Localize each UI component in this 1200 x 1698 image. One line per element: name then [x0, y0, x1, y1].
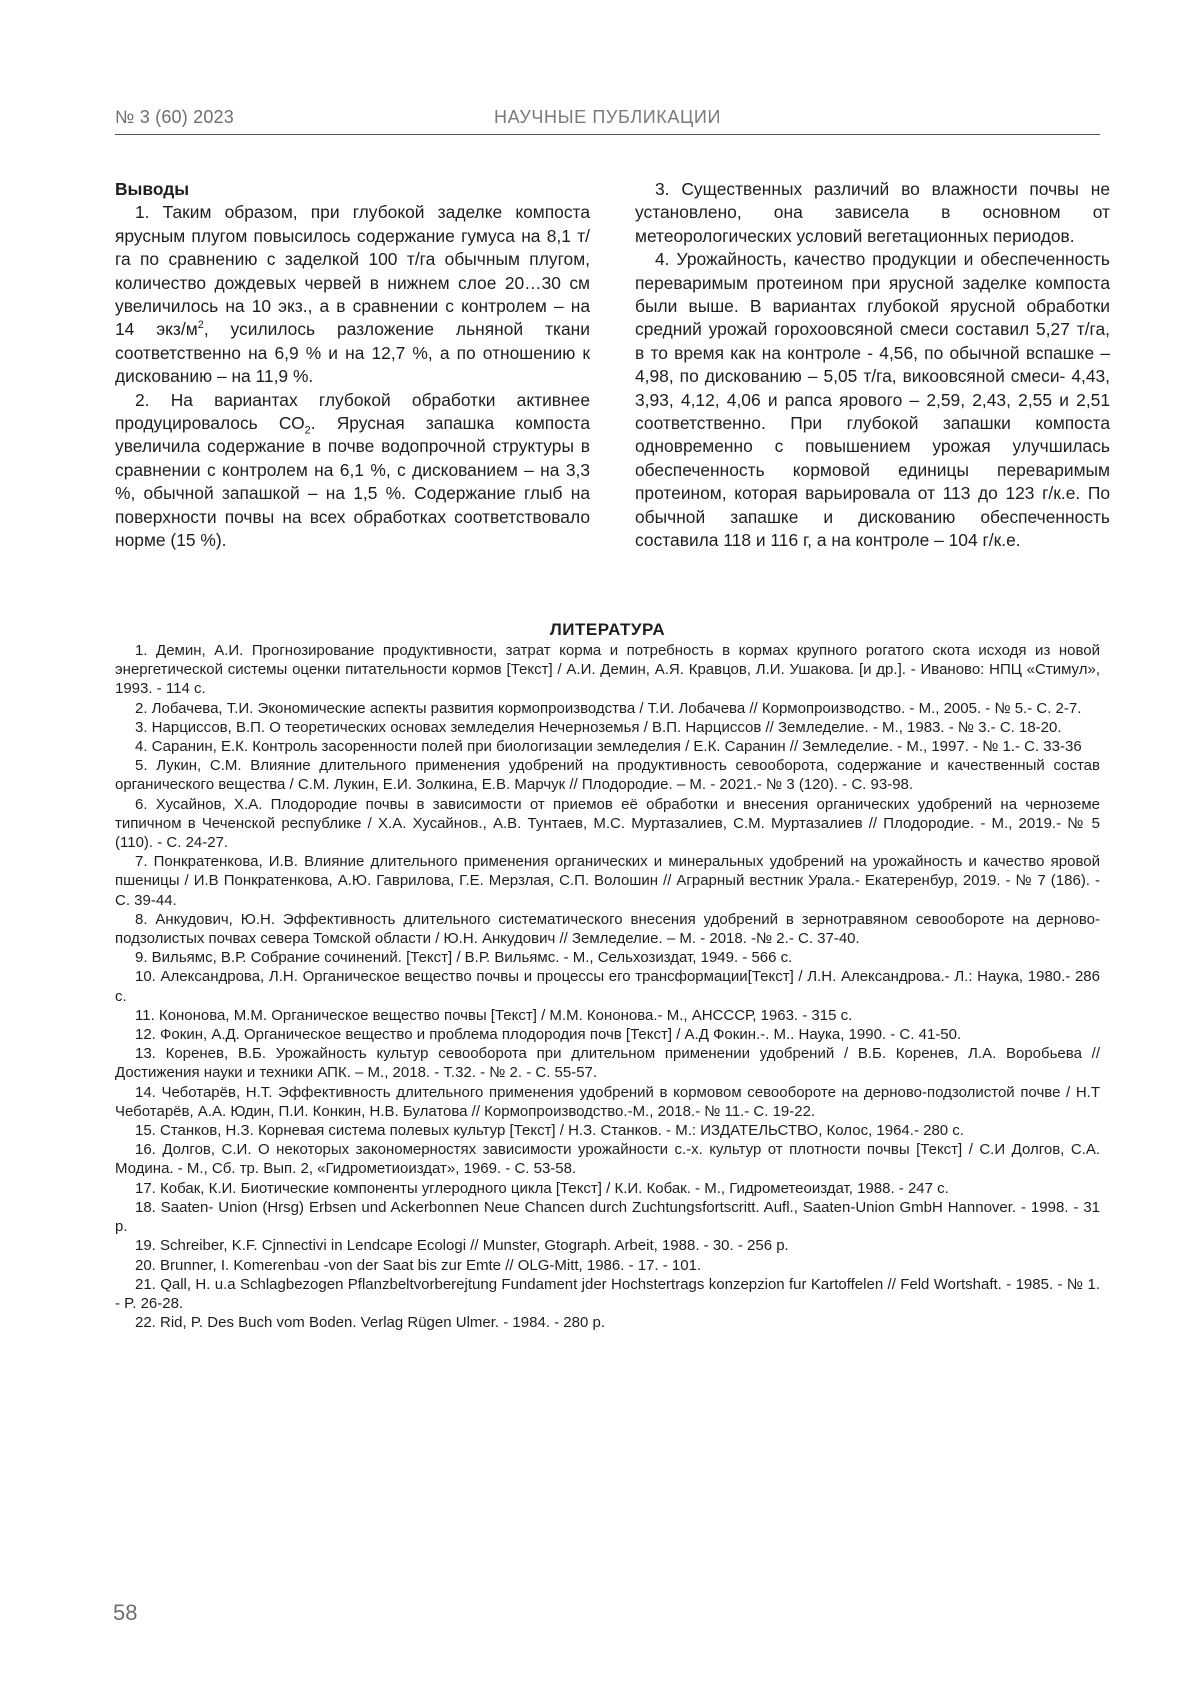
reference-item: 10. Александрова, Л.Н. Органическое вещество почвы и процессы его трансформации[Текст] / Л.Н. Александрова.- Л.: Наука, 1980.- 286 с.: [115, 968, 1100, 1005]
page-header: [115, 107, 1100, 133]
conclusion-paragraph-4: 4. Урожайность, качество продукции и обеспеченность переваримым протеином при ярусной заделке компоста были выше. В вариантах глубокой ярусной обработки средний урожай горохоовсяной смеси составил 5,27 т/га, в то время как на контроле - 4,56, по обычной вспашке – 4,98, по дискованию – 5,05 т/га, викоовсяной смеси- 4,43, 3,93, 4,12, 4,06 и рапса ярового – 2,59, 2,43, 2,55 и 2,51 соответственно. При глубокой запашки компоста одновременно с повышением урожая улучшилась обеспеченность кормовой единицы переваримым протеином, которая варьировала от 113 до 123 г/к.е. По обычной запашке и дискованию обеспеченность составила 118 и 116 г, а на контроле – 104 г/к.е.: [635, 249, 1110, 551]
conclusion-paragraph-2: [115, 389, 590, 553]
reference-item: 20. Brunner, I. Komerenbau -von der Saat bis zur Emte // OLG-Mitt, 1986. - 17. - 101.: [135, 1256, 702, 1274]
reference-item: 6. Хусайнов, Х.А. Плодородие почвы в зависимости от приемов её обработки и внесения органических удобрений на черноземе типичном в Чеченской республике / Х.А. Хусайнов., А.В. Тунтаев, М.С. Муртазалиев, С.М. Муртазалиев // Плодородие. - М., 2019.- № 5 (110). - С. 24-27.: [115, 795, 1100, 852]
reference-item: 12. Фокин, А.Д. Органическое вещество и проблема плодородия почв [Текст] / А.Д Фокин.-. М.. Наука, 1990. - С. 41-50.: [135, 1026, 962, 1044]
reference-item: 14. Чеботарёв, Н.Т. Эффективность длительного применения удобрений в кормовом севообороте на дерново-подзолистой почве / Н.Т Чеботарёв, А.А. Юдин, П.И. Конкин, Н.В. Булатова // Кормопроизводство.-М., 2018.- № 11.- С. 19-22.: [115, 1083, 1100, 1120]
reference-item: 22. Rid, P. Des Buch vom Boden. Verlag Rügen Ulmer. - 1984. - 280 p.: [135, 1314, 605, 1332]
literature-heading: ЛИТЕРАТУРА: [549, 620, 666, 639]
reference-item: 15. Станков, Н.З. Корневая система полевых культур [Текст] / Н.З. Станков. - М.: ИЗДАТЕЛЬСТВО, Колос, 1964.- 280 с.: [135, 1122, 964, 1140]
conclusion-2-subscript: 2: [304, 424, 311, 437]
journal-issue: № 3 (60) 2023: [115, 107, 234, 127]
reference-item: 17. Кобак, К.И. Биотические компоненты углеродного цикла [Текст] / К.И. Кобак. - М., Гидрометеоиздат, 1988. - 247 с.: [135, 1179, 949, 1197]
reference-item: 1. Демин, А.И. Прогнозирование продуктивности, затрат корма и потребность в кормах крупного рогатого скота исходя из новой энергетической системы оценки питательности кормов [Текст] / А.И. Демин, А.Я. Кравцов, Л.И. Ушакова. [и др.]. - Иваново: НПЦ «Стимул», 1993. - 114 с.: [115, 642, 1100, 698]
reference-item: 16. Долгов, С.И. О некоторых закономерностях зависимости урожайности с.-х. культур от плотности почвы [Текст] / С.И Долгов, С.А. Модина. - М., Сб. тр. Вып. 2, «Гидрометиоиздат», 1969. - С. 53-58.: [115, 1141, 1100, 1178]
reference-item: 11. Кононова, М.М. Органическое вещество почвы [Текст] / М.М. Кононова.- М., АНСССР, 1963. - 315 с.: [135, 1006, 853, 1024]
conclusions-heading: Выводы: [115, 179, 190, 199]
reference-item: 21. Qall, H. u.a Schlagbezogen Pflanzbeltvorberejtung Fundament jder Hochstertrags konzepzion fur Kartoffelen // Feld Wortshaft. - 1985. - № 1. - P. 26-28.: [115, 1275, 1100, 1312]
conclusion-2-end: . Ярусная запашка компоста увеличила содержание в почве водопрочной структуры в сравнении с контролем на 6,1 %, с дискованием – на 3,3 %, обычной запашкой – на 1,5 %. Содержание глыб на поверхности почвы на всех обработках соответствовало норме (15 %).: [115, 413, 590, 551]
reference-item: 18. Saaten- Union (Hrsg) Erbsen und Ackerbonnen Neue Chancen durch Zuchtungsfortscritt. Aufl., Saaten-Union GmbH Hannover. - 1998. - 31 p.: [115, 1198, 1100, 1236]
conclusion-1-superscript: 2: [197, 319, 204, 332]
reference-item: 4. Саранин, Е.К. Контроль засоренности полей при биологизации земледелия / Е.К. Саранин // Земледелие. - М., 1997. - № 1.- С. 33-36: [135, 738, 1082, 756]
reference-item: 9. Вильямс, В.Р. Собрание сочинений. [Текст] / В.Р. Вильямс. - М., Сельхозиздат, 1949. - 566 с.: [135, 949, 793, 967]
header-divider: [115, 134, 1100, 135]
conclusion-1-end: , усилилось разложение льняной ткани соответственно на 6,9 % и на 12,7 %, а по отношению к дискованию – на 11,9 %.: [115, 319, 590, 387]
reference-list: [115, 641, 1100, 1332]
reference-item: 5. Лукин, С.М. Влияние длительного применения удобрений на продуктивность севооборота, содержание и качественный состав органического вещества / С.М. Лукин, Е.И. Золкина, Е.В. Марчук // Плодородие. – М. - 2021.- № 3 (120). - С. 93-98.: [115, 757, 1100, 794]
reference-item: 19. Schreiber, K.F. Cjnnectivi in Lendcape Ecologi // Munster, Gtograph. Arbeit, 1988. - 30. - 256 p.: [135, 1237, 789, 1255]
reference-item: 3. Нарциссов, В.П. О теоретических основах земледелия Нечерноземья / В.П. Нарциссов // Земледелие. - М., 1983. - № 3.- С. 18-20.: [135, 718, 1062, 736]
reference-item: 13. Коренев, В.Б. Урожайность культур севооборота при длительном применении удобрений / В.Б. Коренев, Л.А. Воробьева // Достижения науки и техники АПК. – М., 2018. - Т.32. - № 2. - С. 55-57.: [115, 1045, 1100, 1082]
conclusions-section: [115, 178, 1110, 598]
page-number: 58: [113, 1600, 138, 1625]
left-column: [115, 178, 590, 553]
reference-item: 7. Понкратенкова, И.В. Влияние длительного применения органических и минеральных удобрений на урожайность и качество яровой пшеницы / И.В Понкратенкова, А.Ю. Гаврилова, Г.Е. Мерзлая, С.П. Волошин // Аграрный вестник Урала.- Екатеренбур, 2019. - № 7 (186). - С. 39-44.: [115, 853, 1100, 909]
conclusion-paragraph-3: 3. Существенных различий во влажности почвы не установлено, она зависела в основном от метеорологических условий вегетационных периодов.: [635, 179, 1110, 246]
section-title: НАУЧНЫЕ ПУБЛИКАЦИИ: [493, 107, 721, 127]
right-column: [635, 178, 1110, 553]
conclusion-1-text: 1. Таким образом, при глубокой заделке компоста ярусным плугом повысилось содержание гумуса на 8,1 т/га по сравнению с заделкой 100 т/га обычным плугом, количество дождевых червей в нижнем слое 20…30 см увеличилось на 10 экз., а в сравнении с контролем – на 14 экз/м: [115, 202, 590, 340]
conclusion-paragraph-1: [115, 201, 590, 388]
reference-item: 2. Лобачева, Т.И. Экономические аспекты развития кормопроизводства / Т.И. Лобачева // Кормопроизводство. - М., 2005. - № 5.- С. 2-7.: [135, 699, 1082, 717]
reference-item: 8. Анкудович, Ю.Н. Эффективность длительного систематического внесения удобрений в зернотравяном севообороте на дерново-подзолистых почвах севера Томской области / Ю.Н. Анкудович // Земледелие. – М. - 2018. -№ 2.- С. 37-40.: [115, 910, 1100, 948]
conclusion-2-text: 2. На вариантах глубокой обработки активнее продуцировалось СО: [115, 389, 590, 434]
